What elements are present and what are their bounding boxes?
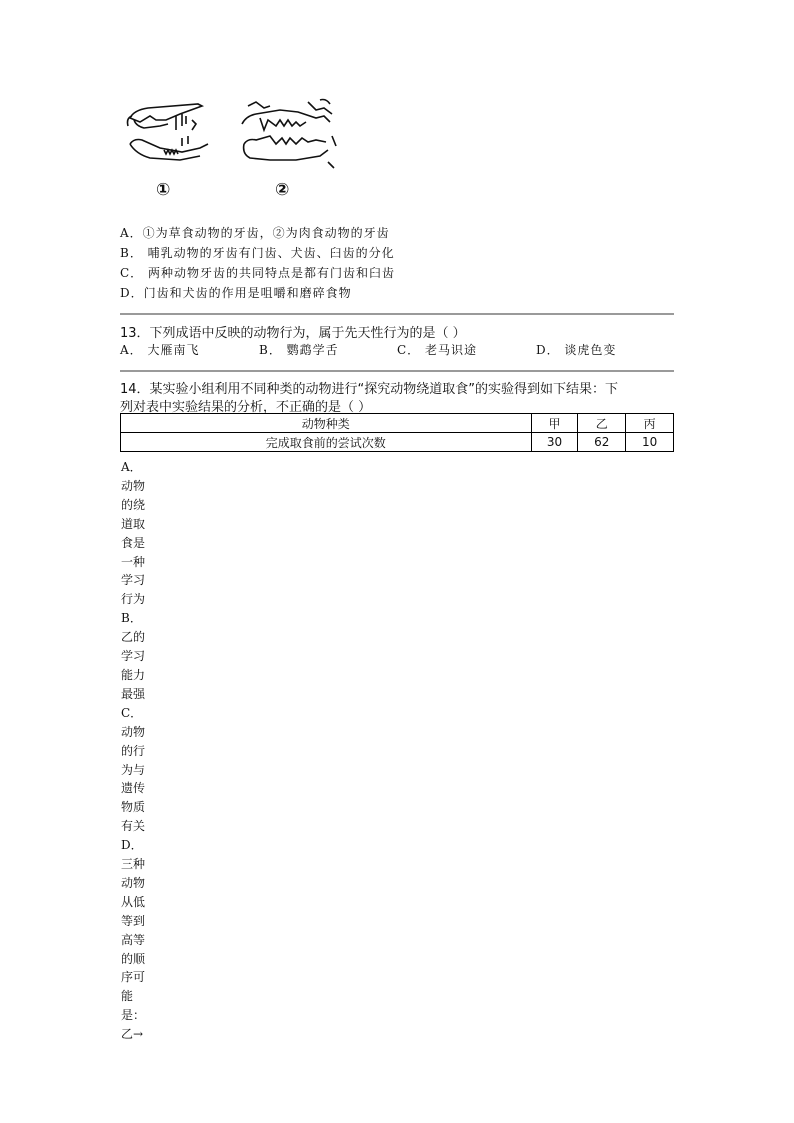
- option-line: 学习: [121, 649, 146, 664]
- option-line: 三种: [121, 857, 146, 872]
- option-line: 的行: [121, 743, 146, 758]
- q12-option-b: B． 哺乳动物的牙齿有门齿、犬齿、臼齿的分化: [120, 246, 395, 260]
- option-line: 高等: [121, 932, 146, 947]
- option-line: 遗传: [121, 781, 146, 796]
- table-row: [121, 433, 674, 452]
- option-line: 行为: [121, 592, 146, 607]
- q14-stem-line2: 列对表中实验结果的分析，不正确的是（ ）: [120, 400, 372, 415]
- q14-stem-line1: 14．某实验小组利用不同种类的动物进行“探究动物绕道取食”的实验得到如下结果：下: [120, 382, 619, 397]
- option-line: 乙的: [121, 630, 146, 645]
- divider: [120, 370, 674, 372]
- q13-option-d: D． 谈虎色变: [536, 343, 617, 357]
- option-line: 等到: [121, 913, 146, 928]
- table-cell: 10: [626, 433, 674, 452]
- option-line: 一种: [121, 554, 146, 569]
- option-line: 动物: [121, 875, 146, 890]
- q12-option-c: C． 两种动物牙齿的共同特点是都有门齿和臼齿: [120, 266, 395, 280]
- table-cell: 62: [578, 433, 626, 452]
- option-line: 道取: [121, 516, 146, 531]
- carnivore-skull-drawing: [242, 100, 336, 169]
- divider: [120, 313, 674, 315]
- option-line: 从低: [121, 894, 146, 909]
- option-line: 能: [121, 989, 134, 1004]
- results-table: [120, 413, 674, 452]
- figure-label-2: ②: [275, 180, 290, 200]
- option-line: 学习: [121, 573, 146, 588]
- option-line: C．: [121, 705, 143, 720]
- option-line: 序可: [121, 970, 146, 985]
- option-line: 动物: [121, 478, 146, 493]
- table-header-cell: 乙: [578, 414, 626, 433]
- table-cell: 完成取食前的尝试次数: [121, 433, 532, 452]
- option-line: 动物: [121, 724, 146, 739]
- table-cell: 30: [531, 433, 578, 452]
- table-header-row: [121, 414, 674, 433]
- table-header-cell: 甲: [531, 414, 578, 433]
- table-header-cell: 动物种类: [121, 414, 532, 433]
- option-line: 能力: [121, 667, 146, 682]
- skull-drawings: [120, 96, 360, 176]
- option-line: 有关: [121, 819, 146, 834]
- q12-option-d: D．门齿和犬齿的作用是咀嚼和磨碎食物: [120, 286, 352, 300]
- teeth-figure: [120, 96, 360, 206]
- q13-option-c: C． 老马识途: [397, 343, 477, 357]
- option-line: 最强: [121, 686, 146, 701]
- option-line: 乙→: [121, 1027, 144, 1042]
- q13-stem: 13．下列成语中反映的动物行为，属于先天性行为的是（ ）: [120, 326, 466, 341]
- q14-options-column: [121, 458, 151, 1044]
- option-line: B．: [121, 611, 142, 626]
- option-line: 的绕: [121, 497, 146, 512]
- option-line: D．: [121, 838, 143, 853]
- option-line: 食是: [121, 535, 146, 550]
- q12-option-a: A．①为草食动物的牙齿，②为肉食动物的牙齿: [120, 226, 390, 240]
- q13-option-a: A． 大雁南飞: [120, 343, 200, 357]
- option-line: 物质: [121, 800, 146, 815]
- q13-option-b: B． 鹦鹉学舌: [259, 343, 339, 357]
- option-line: 的顺: [121, 951, 146, 966]
- option-line: A．: [121, 460, 142, 474]
- herbivore-skull-drawing: [128, 104, 209, 160]
- table-header-cell: 丙: [626, 414, 674, 433]
- figure-label-1: ①: [156, 180, 171, 200]
- option-line: 为与: [121, 762, 146, 777]
- option-line: 是：: [121, 1008, 146, 1023]
